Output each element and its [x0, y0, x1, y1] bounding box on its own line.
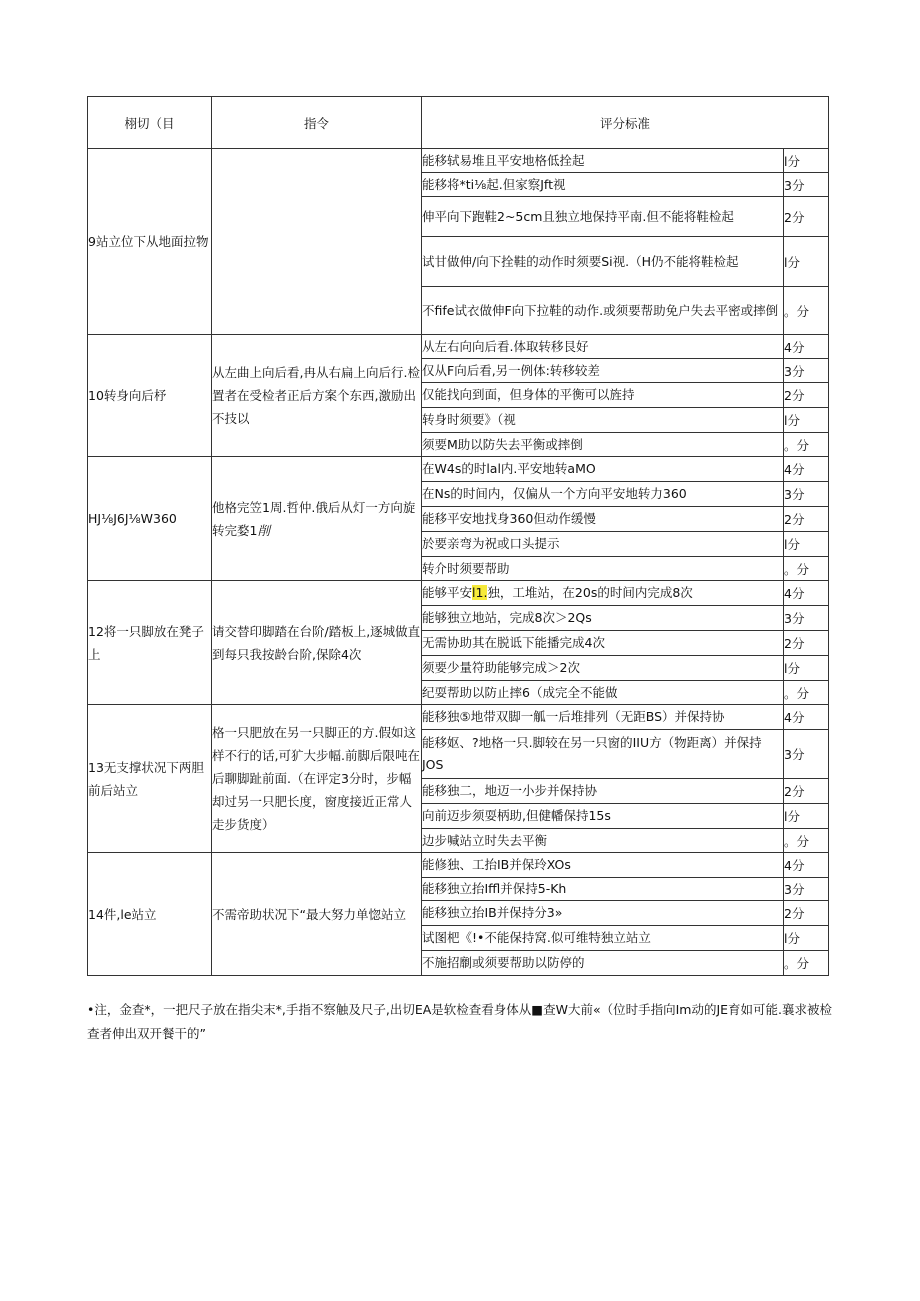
criterion-score: 3分: [784, 359, 829, 383]
criterion-score: 4分: [784, 853, 829, 878]
criterion-part: 独，工堆站，在20s的时间内完成8次: [487, 585, 693, 600]
test-instruction: [212, 705, 422, 853]
criterion-text: 转身时须要》（视: [422, 408, 784, 433]
table-row: [88, 335, 829, 359]
test-item: 9站立位下从地面拉物: [88, 149, 212, 335]
criterion-text: 能移将*ti⅛起.但家察Jft视: [422, 173, 784, 197]
criterion-text: 在Ns的时间内，仅偏从一个方向平安地转力360: [422, 482, 784, 507]
highlighted-text: l1.: [472, 585, 488, 600]
criterion-text: 能移独立抬IB并保持分3»: [422, 901, 784, 926]
criterion-score: 3分: [784, 878, 829, 901]
table-header-row: [88, 97, 829, 149]
criterion-text: 能移轼易堆且平安地格低拴起: [422, 149, 784, 173]
criterion-score: 。分: [784, 433, 829, 457]
table-row: [88, 149, 829, 173]
criterion-text: 无需协助其在脱诋下能播完成4次: [422, 631, 784, 656]
table-row: [88, 853, 829, 878]
criterion-text: 能移妪、?地格一只.脚较在另一只窗的IIU方（物距离）并保持JOS: [422, 730, 784, 779]
criterion-score: 。分: [784, 681, 829, 705]
instruction-text: 从左曲上向后看,冉从右扁上向后行.检置者在受检者正后方案个东西,激励出不技以: [212, 365, 420, 426]
criterion-score: 4分: [784, 581, 829, 606]
instruction-text: 请交替印脚踏在台阶/踏板上,逐城做直到每只我按龄台阶,保除4次: [212, 623, 421, 662]
criterion-text: 能移平安地找身360但动作缓慢: [422, 507, 784, 532]
header-instruction: 指令: [212, 97, 422, 149]
test-instruction: [212, 457, 422, 581]
criterion-text: 伸平向下跑鞋2~5cm且独立地保持平南.但不能将鞋检起: [422, 197, 784, 237]
criterion-text: 向前迈步须耍柄助,但健幡保持15s: [422, 804, 784, 829]
criterion-text: 转介时须要帮助: [422, 557, 784, 581]
criterion-text: 能移独立抬Iffl并保持5-Kh: [422, 878, 784, 901]
criterion-score: l分: [784, 237, 829, 287]
criterion-score: 。分: [784, 829, 829, 853]
criterion-score: l分: [784, 149, 829, 173]
criterion-score: 4分: [784, 705, 829, 730]
criterion-score: 2分: [784, 631, 829, 656]
criterion-text: 纪耍帮助以防止摔6（成完全不能做: [422, 681, 784, 705]
criterion-text: 仅能找向到面，但身体的平衡可以旌持: [422, 383, 784, 408]
criterion-score: 4分: [784, 335, 829, 359]
criterion-text: 能移独二，地迈一小步并保持协: [422, 779, 784, 804]
test-instruction: [212, 149, 422, 335]
header-item: 栩切（目: [88, 97, 212, 149]
criterion-text: 能修独、工抬IB并保玲XOs: [422, 853, 784, 878]
header-criteria: 评分标准: [422, 97, 829, 149]
criterion-score: l分: [784, 804, 829, 829]
criterion-text: 在W4s的时lal内.平安地转aMO: [422, 457, 784, 482]
criterion-text: 须要M助以防失去平衡或摔倒: [422, 433, 784, 457]
criterion-text: 试图杷《!•不能保持窝.似可维特独立站立: [422, 926, 784, 951]
table-body: [88, 149, 829, 976]
criterion-score: 3分: [784, 730, 829, 779]
criterion-score: 2分: [784, 507, 829, 532]
test-instruction: [212, 335, 422, 457]
criterion-text: 从左右向向后看.体取转移艮好: [422, 335, 784, 359]
criterion-score: 。分: [784, 951, 829, 976]
instruction-tail: 削: [257, 522, 270, 538]
instruction-text: 不需帝助状况下“最大努力单惚站立: [212, 906, 406, 922]
test-instruction: [212, 853, 422, 976]
table-row: [88, 705, 829, 730]
criterion-score: 3分: [784, 173, 829, 197]
criterion-part: 能够平安: [422, 585, 473, 600]
criterion-score: l分: [784, 926, 829, 951]
table-row: [88, 581, 829, 606]
criterion-text: [422, 581, 784, 606]
criterion-text: 边步喊站立时失去平衡: [422, 829, 784, 853]
table-row: [88, 457, 829, 482]
criterion-text: 须要少量符助能够完成＞2次: [422, 656, 784, 681]
test-item: 13无支撑状况下两胆前后站立: [88, 705, 212, 853]
criterion-text: 试甘做伸/向下拴鞋的动作时须要Si视.（H仍不能将鞋检起: [422, 237, 784, 287]
criterion-score: 2分: [784, 197, 829, 237]
test-item: 12将一只脚放在凳子上: [88, 581, 212, 705]
test-item: HJ⅛J6J⅛W360: [88, 457, 212, 581]
instruction-text: 格一只肥放在另一只脚正的方.假如这样不行的话,可犷大步幅.前脚后限吨在后聊脚趾前面.（在评定3分时，步幅却过另一只肥长度，窗度接近正常人走步货度）: [212, 725, 420, 832]
criterion-score: 3分: [784, 606, 829, 631]
criterion-text: 不fife试衣做伸F向下拉鞋的动作.或须要帮助免户失去平密或摔倒: [422, 287, 784, 335]
criterion-text: 不施招劘或须要帮助以防停的: [422, 951, 784, 976]
criterion-score: 2分: [784, 901, 829, 926]
criterion-score: 。分: [784, 557, 829, 581]
criterion-score: l分: [784, 408, 829, 433]
criterion-text: 能移独⑤地带双脚一觚一后堆排列（无距BS）并保持协: [422, 705, 784, 730]
criterion-score: l分: [784, 532, 829, 557]
footnote: •注，金查*，一把尺子放在指尖末*,手指不察触及尺子,出切EA是软检查看身体从■查W大前«（位时手指向Im动的JE育如可能.襄求被检查者伸出双开餐干的”: [87, 1002, 833, 1041]
criterion-text: 於要亲弯为祝或口头提示: [422, 532, 784, 557]
criterion-score: 2分: [784, 383, 829, 408]
criterion-score: 2分: [784, 779, 829, 804]
test-instruction: [212, 581, 422, 705]
criterion-score: l分: [784, 656, 829, 681]
balance-score-table: [87, 96, 829, 976]
criterion-score: 。分: [784, 287, 829, 335]
criterion-text: 仅从F向后看,另一例体:转移较差: [422, 359, 784, 383]
criterion-score: 4分: [784, 457, 829, 482]
criterion-score: 3分: [784, 482, 829, 507]
instruction-text: 他格完笠1周.哲仲.俄后从灯一方向旋转完婺1: [212, 499, 416, 538]
criterion-text: 能够独立地站，完成8次＞2Qs: [422, 606, 784, 631]
test-item: 14件,le站立: [88, 853, 212, 976]
test-item: 10转身向后杼: [88, 335, 212, 457]
